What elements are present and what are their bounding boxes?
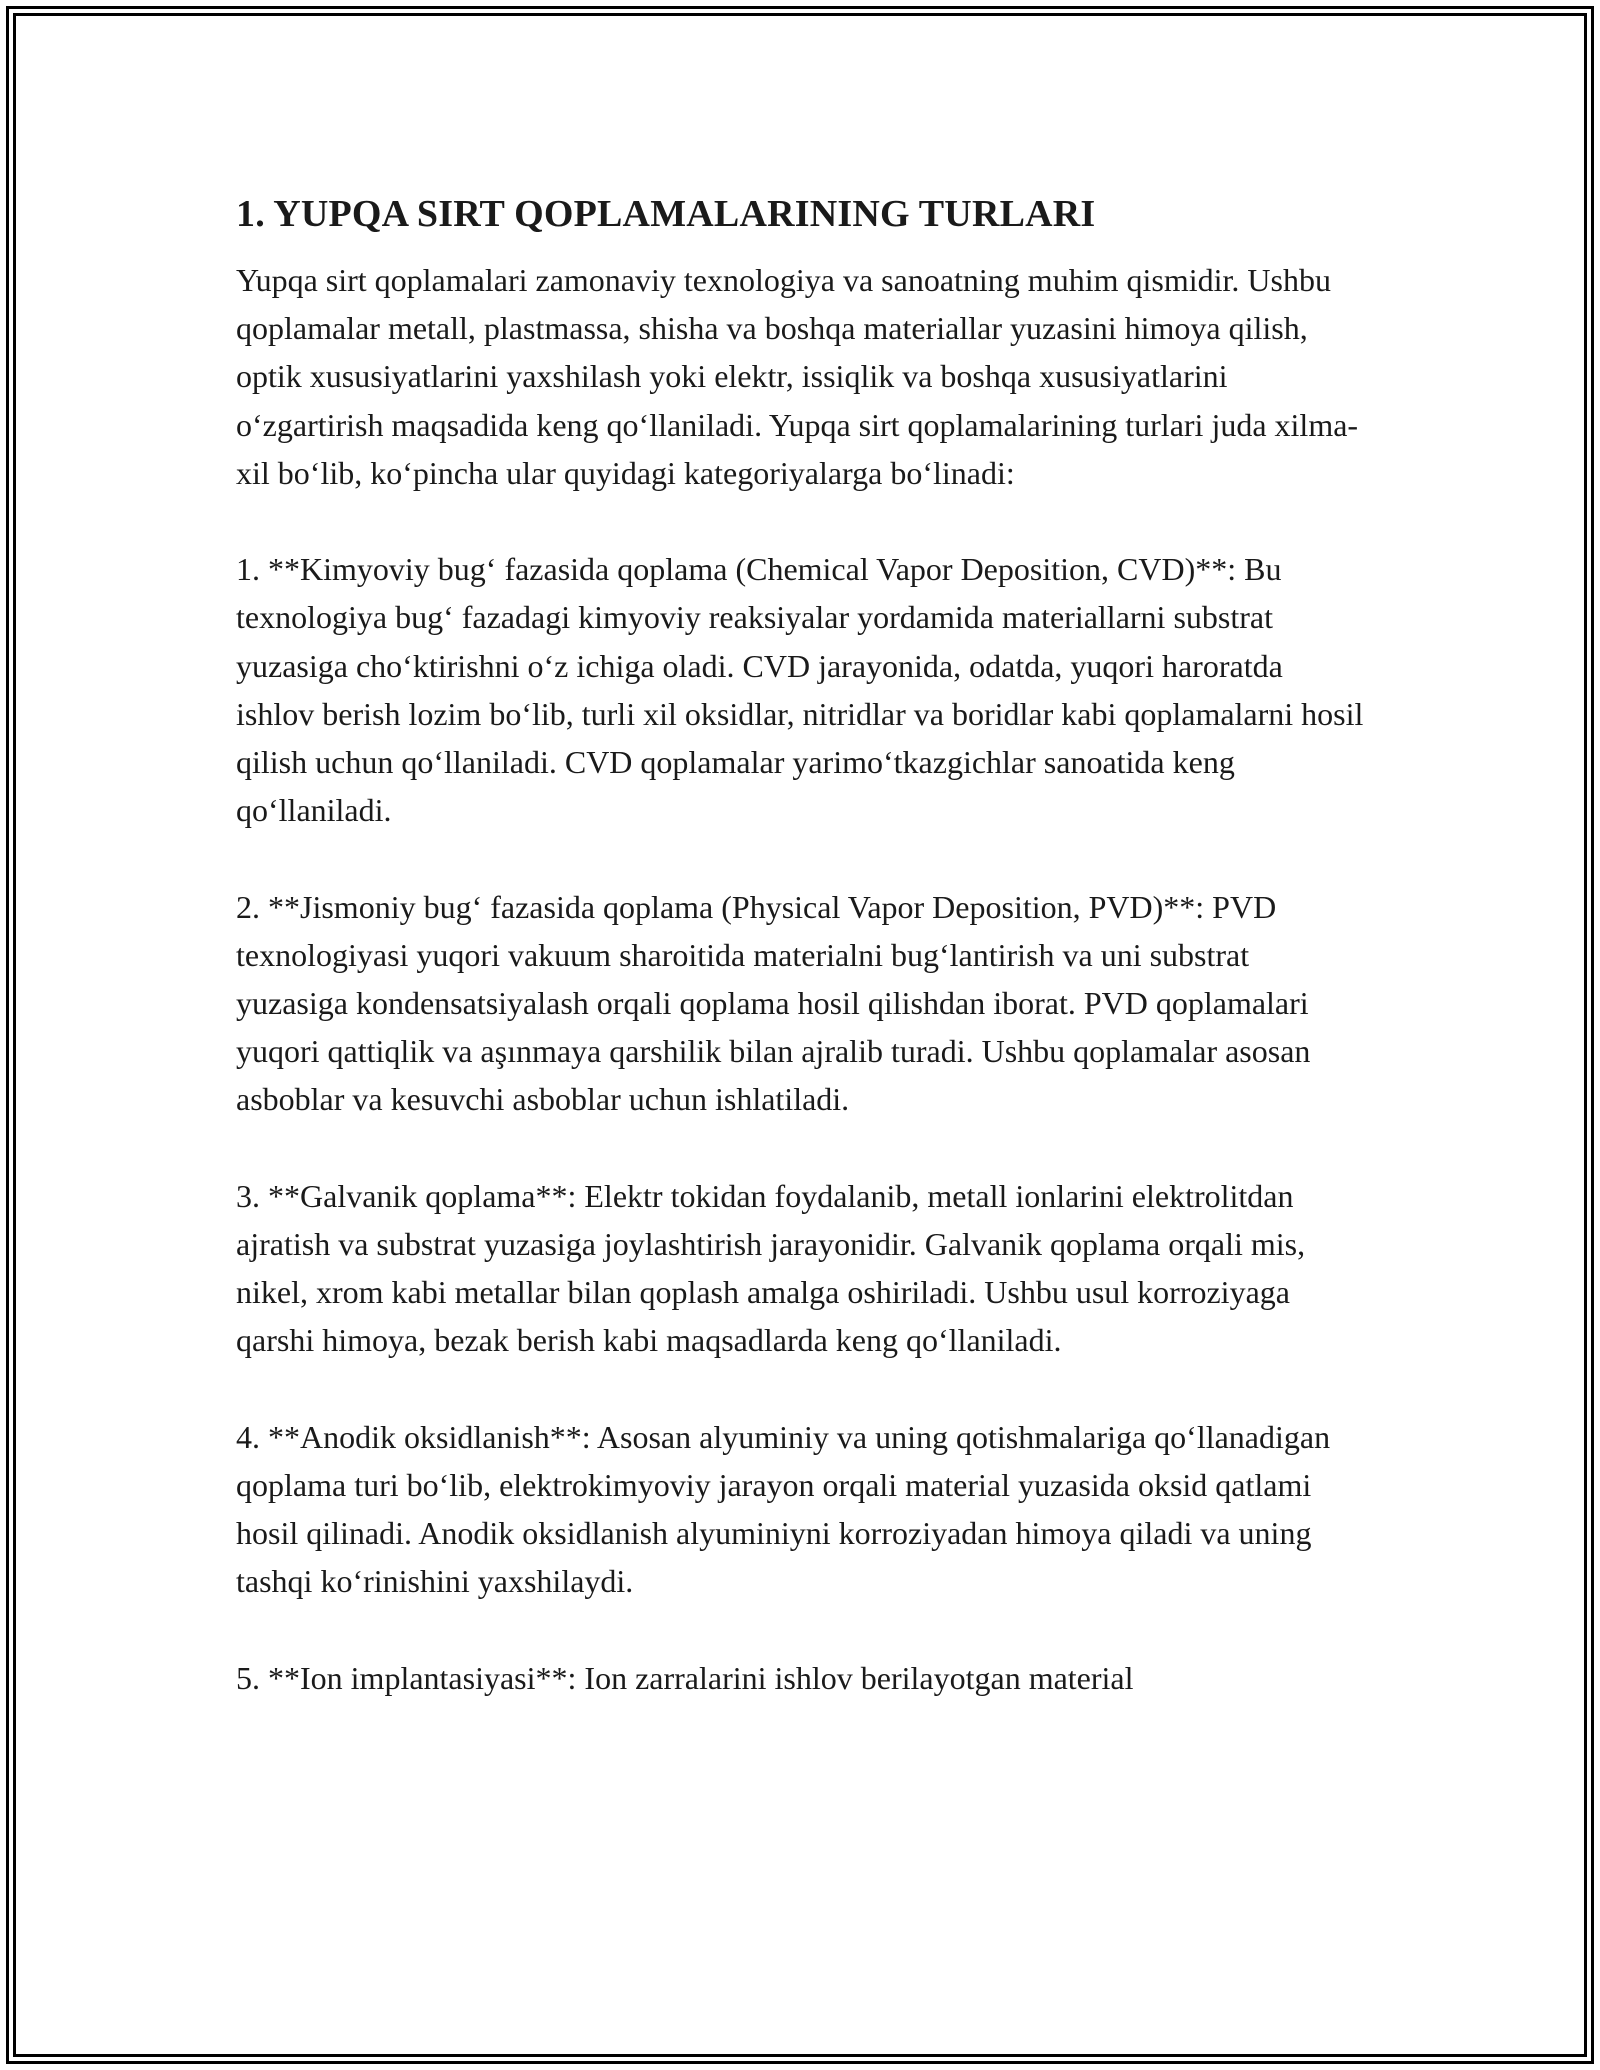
- list-item-galvanic: 3. **Galvanik qoplama**: Elektr tokidan foydalanib, metall ionlarini elektrolitdan ajratish va substrat yuzasiga joylashtirish jarayonidir. Galvanik qoplama orqali mis, nikel, xrom kabi metallar bilan qoplash amalga oshiriladi. Ushbu usul korroziyaga qarshi himoya, bezak berish kabi maqsadlarda keng qoʻllaniladi.: [236, 1177, 1306, 1359]
- intro-paragraph: Yupqa sirt qoplamalari zamonaviy texnologiya va sanoatning muhim qismidir. Ushbu qoplamalar metall, plastmassa, shisha va boshqa materiallar yuzasini himoya qilish, optik xususiyatlarini yaxshilash yoki elektr, issiqlik va boshqa xususiyatlarini oʻzgartirish maqsadida keng qoʻllaniladi. Yupqa sirt qoplamalarining turlari juda xilma-xil boʻlib, koʻpincha ular quyidagi kategoriyalarga boʻlinadi:: [236, 262, 1359, 491]
- document-body: [236, 256, 1366, 1702]
- list-item-ion-implantation: 5. **Ion implantasiyasi**: Ion zarralarini ishlov berilayotgan material: [236, 1659, 1134, 1696]
- document-title: 1. YUPQA SIRT QOPLAMALARINING TURLARI: [236, 193, 1096, 235]
- list-item-anodizing: 4. **Anodik oksidlanish**: Asosan alyuminiy va uning qotishmalariga qoʻllanadigan qoplama turi boʻlib, elektrokimyoviy jarayon orqali material yuzasida oksid qatlami hosil qilinadi. Anodik oksidlanish alyuminiyni korroziyadan himoya qiladi va uning tashqi koʻrinishini yaxshilaydi.: [236, 1418, 1331, 1600]
- list-item-pvd: 2. **Jismoniy bugʻ fazasida qoplama (Physical Vapor Deposition, PVD)**: PVD texnologiyasi yuqori vakuum sharoitida materialni bugʻlantirish va uni substrat yuzasiga kondensatsiyalash orqali qoplama hosil qilishdan iborat. PVD qoplamalari yuqori qattiqlik va aşınmaya qarshilik bilan ajralib turadi. Ushbu qoplamalar asosan asboblar va kesuvchi asboblar uchun ishlatiladi.: [236, 888, 1311, 1118]
- document-page: [236, 186, 1366, 1702]
- list-item-cvd: 1. **Kimyoviy bugʻ fazasida qoplama (Chemical Vapor Deposition, CVD)**: Bu texnologiya bugʻ fazadagi kimyoviy reaksiyalar yordamida materiallarni substrat yuzasiga choʻktirishni oʻz ichiga oladi. CVD jarayonida, odatda, yuqori haroratda ishlov berish lozim boʻlib, turli xil oksidlar, nitridlar va boridlar kabi qoplamalarni hosil qilish uchun qoʻllaniladi. CVD qoplamalar yarimoʻtkazgichlar sanoatida keng qoʻllaniladi.: [236, 551, 1364, 829]
